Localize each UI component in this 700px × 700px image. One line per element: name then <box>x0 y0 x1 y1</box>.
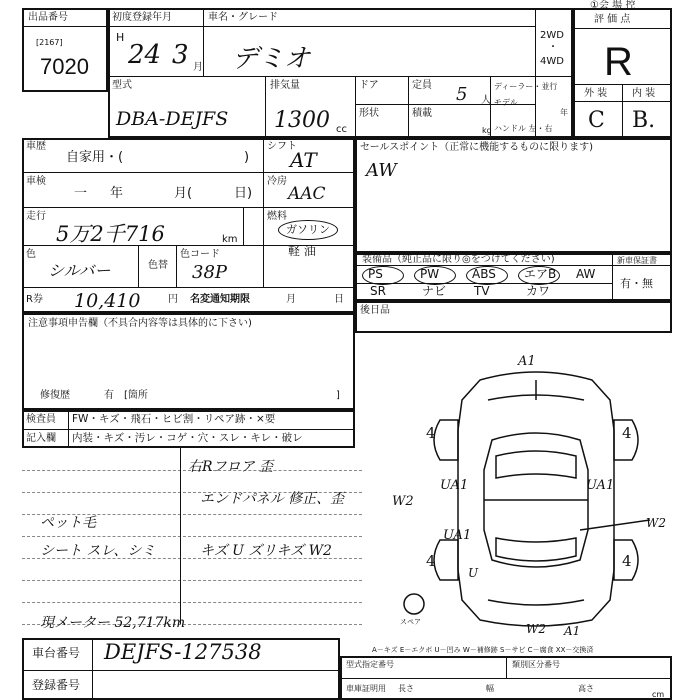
history-value: 自家用・( <box>66 150 124 165</box>
inspector-label2: 記入欄 <box>26 433 56 444</box>
first-reg-month-unit: 月 <box>193 62 203 73</box>
car-name-value: デミオ <box>232 44 311 74</box>
diag-a1-bottom: A1 <box>564 624 581 638</box>
grade-int-label: 内 装 <box>632 88 656 99</box>
repair-label: 修復歴 <box>40 390 70 401</box>
registration-label: 登録番号 <box>32 678 81 692</box>
model-label: 型式 <box>112 80 132 91</box>
lot-number: 7020 <box>40 54 89 79</box>
equipment-item-row2-2: ナビ <box>422 284 447 298</box>
color-code-label: 色コード <box>180 249 220 260</box>
recycle-notice: 名変通知期限 <box>190 294 250 305</box>
dealer-year-label: 年 <box>560 108 568 117</box>
inspector-label1: 検査員 <box>26 414 56 425</box>
diag-4-fl: 4 <box>426 424 436 442</box>
first-reg-era: H <box>116 31 125 44</box>
repair-value: 有 <box>104 390 114 401</box>
note-line <box>22 602 362 603</box>
class-no-label: 類別区分番号 <box>512 660 560 669</box>
notes-label: 注意事項申告欄（不具合内容等は具体的に下さい) <box>28 318 252 329</box>
warranty-label: 新車保証書 <box>617 256 657 265</box>
drive-2wd: 2WD <box>540 30 564 41</box>
first-reg-label: 初度登録年月 <box>112 12 172 23</box>
equipment-item-2: PW <box>420 267 440 281</box>
color-value: シルバー <box>48 261 111 280</box>
displacement-value: 1300 <box>274 108 330 133</box>
load-label: 積載 <box>412 108 432 119</box>
equipment-item-row2-3: TV <box>474 284 490 298</box>
recycle-month-unit: 月 <box>286 294 296 305</box>
chassis-value: DEJFS-127538 <box>104 640 262 664</box>
mileage-unit: km <box>222 234 238 245</box>
after-parts-block <box>355 301 672 333</box>
header-top-right: ①会 場 控 <box>590 0 636 11</box>
mileage-value: 5万2千716 <box>56 222 165 246</box>
repair-close: ] <box>336 390 340 401</box>
equipment-item-4: エアB <box>524 267 557 281</box>
shape-label: 形状 <box>359 108 379 119</box>
diag-ua1-lower: UA1 <box>443 528 472 543</box>
handwritten-meter: 現メーター 52,717km <box>40 615 186 631</box>
handwritten-note3: ペット毛 <box>40 515 96 531</box>
ac-label: 冷房 <box>267 176 287 187</box>
displacement-unit: cc <box>336 124 347 135</box>
handwritten-note5: キズ U ズリキズ W2 <box>200 543 332 559</box>
inspector-row2: 内装・キズ・汚レ・コゲ・穴・スレ・キレ・破レ <box>72 432 303 444</box>
model-no-label: 型式指定番号 <box>346 660 394 669</box>
shift-value: AT <box>290 148 317 172</box>
repair-place: [箇所 <box>124 390 148 401</box>
equipment-item-1: PS <box>368 267 383 281</box>
after-parts-label: 後日品 <box>360 305 390 316</box>
sales-block <box>355 138 672 253</box>
inspection-month-unit: 月( <box>174 186 193 201</box>
load-unit: kg <box>482 126 492 135</box>
color-code-change-label: 色替 <box>148 260 168 271</box>
history-label: 車歴 <box>26 141 46 152</box>
recycle-value: 10,410 <box>74 290 141 312</box>
height-label: 高さ <box>578 684 594 693</box>
capacity-label: 定員 <box>412 80 432 91</box>
width-label: 幅 <box>486 684 494 693</box>
grade-label: 評 価 点 <box>594 14 631 25</box>
lot-label: 出品番号 <box>28 12 68 23</box>
drive-4wd: 4WD <box>540 56 564 67</box>
diag-spare: スペア <box>400 618 421 626</box>
diag-a1-top: A1 <box>518 354 536 369</box>
inspection-label: 車検 <box>26 176 46 187</box>
history-close: ) <box>244 150 250 165</box>
inspection-year: 一 <box>74 186 88 201</box>
equipment-circle-3 <box>466 266 508 285</box>
diag-4-rl: 4 <box>426 552 436 570</box>
first-reg-year: 24 <box>128 40 162 70</box>
equipment-circle-4 <box>518 266 560 285</box>
diag-ua1-right: UA1 <box>586 478 615 493</box>
grade-ext-label: 外 装 <box>584 88 608 99</box>
fuel-diesel: 軽 油 <box>288 244 316 258</box>
grade-value: R <box>604 40 633 84</box>
fuel-gas-circle <box>278 220 338 240</box>
dealer-label: ディーラー・並行 <box>494 82 558 91</box>
sales-point-value: AW <box>366 160 397 181</box>
capacity-value: 5 <box>456 84 468 105</box>
grade-int-value: B. <box>632 108 656 133</box>
color-label: 色 <box>26 249 36 260</box>
note-line <box>22 580 362 581</box>
lot-sub: [2167] <box>36 38 63 47</box>
diag-w2-right: W2 <box>646 516 666 530</box>
inspector-row1: FW・キズ・飛石・ヒビ割・リペア跡・×要 <box>72 413 276 425</box>
recycle-label: R券 <box>26 294 43 305</box>
inspection-year-unit: 年 <box>110 186 124 201</box>
capacity-unit: 人 <box>481 95 491 106</box>
dealer-model-label: モデル <box>494 98 518 107</box>
recycle-day-unit: 日 <box>334 294 344 305</box>
model-value: DBA-DEJFS <box>116 108 229 130</box>
drive-dot: ・ <box>548 42 558 53</box>
equipment-circle-2 <box>414 266 456 285</box>
color-code: 38P <box>192 262 228 283</box>
car-name-label: 車名・グレード <box>208 12 278 23</box>
diag-u: U <box>468 566 479 580</box>
equipment-circle-1 <box>362 266 404 285</box>
damage-legend: A－キズ E－エクボ U－凹み W－補修跡 S－サビ C－腐食 XX－交換済 <box>372 646 594 654</box>
equipment-item-3: ABS <box>472 267 496 281</box>
door-label: ドア <box>359 80 379 91</box>
handwritten-note2: エンドパネル 修正、歪 <box>200 491 345 507</box>
diag-ua1-left: UA1 <box>440 478 469 493</box>
sales-point-label: セールスポイント（正常に機能するものに限ります) <box>360 142 594 153</box>
diag-4-rr: 4 <box>622 552 632 570</box>
shift-label: シフト <box>267 141 297 152</box>
diag-4-fr: 4 <box>622 424 632 442</box>
dealer-handle-label: ハンドル 左・右 <box>494 124 553 133</box>
fuel-gas: ガソリン <box>286 223 330 236</box>
diag-w2-left: W2 <box>392 494 414 509</box>
inspection-day-unit: 日) <box>234 186 253 201</box>
equipment-item-row2-1: SR <box>370 284 386 298</box>
warranty-value: 有・無 <box>620 277 653 290</box>
handwritten-note1: 右Rフロア 歪 <box>188 459 273 475</box>
equipment-label: 装備品（純正品に限り◎をつけてください) <box>362 254 555 265</box>
mileage-label: 走行 <box>26 211 46 222</box>
car-diagram <box>400 360 672 640</box>
equipment-item-row2-4: カワ <box>526 284 551 298</box>
fuel-label: 燃料 <box>267 211 287 222</box>
ac-value: AAC <box>288 184 326 204</box>
diag-w2-bottom: W2 <box>526 622 546 636</box>
note-line <box>22 536 362 537</box>
chassis-label: 車台番号 <box>32 646 81 660</box>
cm-label: cm <box>652 690 665 699</box>
handwritten-note4: シート スレ、シミ <box>40 543 156 559</box>
grade-ext-value: C <box>588 108 605 133</box>
length-label: 長さ <box>398 684 414 693</box>
displacement-label: 排気量 <box>270 80 300 91</box>
cert-label: 車庫証明用 <box>346 684 386 693</box>
recycle-unit: 円 <box>168 294 178 305</box>
equipment-item-5: AW <box>576 267 596 281</box>
first-reg-month: 3 <box>172 40 189 70</box>
